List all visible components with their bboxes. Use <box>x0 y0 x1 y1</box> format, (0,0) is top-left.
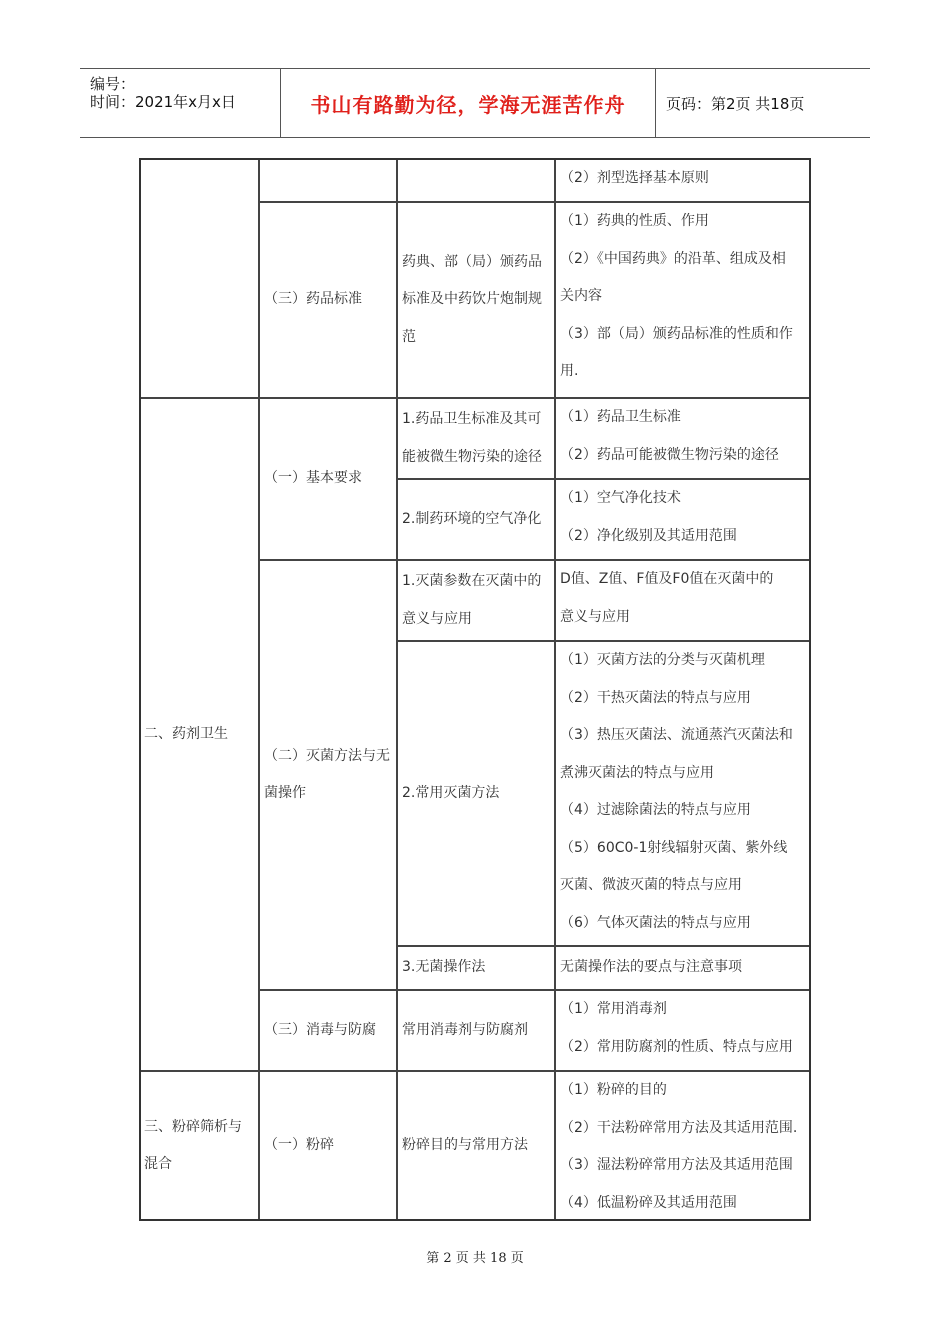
motto-text: 书山有路勤为径，学海无涯苦作舟 <box>310 92 626 117</box>
detail-cell <box>555 1071 811 1221</box>
detail-cell <box>555 641 811 946</box>
detail-line: （3）部（局）颁药品标准的性质和作 <box>560 325 793 342</box>
document-number-label: 编号： <box>90 75 136 93</box>
detail-line: （2）剂型选择基本原则 <box>560 170 709 186</box>
detail-line: （1）灭菌方法的分类与灭菌机理 <box>560 652 765 668</box>
subtopic-disinfection-cell <box>259 990 397 1071</box>
point-hygiene-standard-cell <box>397 398 555 479</box>
section1-continuation-cell <box>139 158 259 398</box>
detail-line: （2）药品可能被微生物污染的途径 <box>560 446 779 463</box>
point-aseptic-cell <box>397 946 555 990</box>
point-line: 范 <box>402 328 416 345</box>
detail-line: 用. <box>560 363 579 379</box>
detail-line: （1）粉碎的目的 <box>560 1082 667 1098</box>
point-crushing-methods: 粉碎目的与常用方法 <box>402 1137 528 1154</box>
section3-title-line: 混合 <box>144 1156 172 1172</box>
point-line: 1.灭菌参数在灭菌中的 <box>402 573 542 589</box>
detail-line: （4）低温粉碎及其适用范围 <box>560 1194 737 1211</box>
detail-cell <box>555 946 811 990</box>
subtopic-drug-standards: （三）药品标准 <box>264 291 362 308</box>
detail-line: （3）湿法粉碎常用方法及其适用范围 <box>560 1157 793 1173</box>
section3-title-line: 三、粉碎筛析与 <box>144 1118 242 1135</box>
point-disinfectants: 常用消毒剂与防腐剂 <box>402 1021 528 1038</box>
point-aseptic: 3.无菌操作法 <box>402 959 486 976</box>
detail-line: （3）热压灭菌法、流通蒸汽灭菌法和 <box>560 727 793 743</box>
point-line: 药典、部（局）颁药品 <box>402 253 542 270</box>
point-line: 标准及中药饮片炮制规 <box>402 291 542 308</box>
subtopic-sterilization-cell <box>259 560 397 990</box>
detail-line: （6）气体灭菌法的特点与应用 <box>560 914 751 931</box>
section2-title: 二、药剂卫生 <box>144 725 228 742</box>
detail-line: （1）药品卫生标准 <box>560 409 681 425</box>
detail-line: （1）空气净化技术 <box>560 490 681 506</box>
point-common-steril: 2.常用灭菌方法 <box>402 784 500 801</box>
page-header <box>80 68 870 138</box>
document-date: 时间：2021年x月x日 <box>90 93 236 111</box>
subtopic-crushing: （一）粉碎 <box>264 1137 334 1154</box>
detail-line: 意义与应用 <box>560 608 630 625</box>
detail-cell <box>555 202 811 398</box>
subtopic-crushing-cell <box>259 1071 397 1221</box>
subtopic-drug-standards-cell <box>259 202 397 398</box>
point-common-steril-cell <box>397 641 555 946</box>
point-line: 能被微生物污染的途径 <box>402 448 542 465</box>
detail-cell <box>555 398 811 479</box>
point-air-purification: 2.制药环境的空气净化 <box>402 510 542 527</box>
detail-line: （1）常用消毒剂 <box>560 1001 667 1017</box>
detail-line: （2）净化级别及其适用范围 <box>560 527 737 544</box>
detail-line: 无菌操作法的要点与注意事项 <box>560 959 742 976</box>
detail-cell <box>555 479 811 560</box>
subtopic-sterilization-line: （二）灭菌方法与无 <box>264 747 390 764</box>
detail-line: （4）过滤除菌法的特点与应用 <box>560 802 751 818</box>
section3-title-cell <box>139 1071 259 1221</box>
page-footer: 第 2 页 共 18 页 <box>426 1251 524 1266</box>
subtopic-sterilization-line: 菌操作 <box>264 785 306 801</box>
point-line: 意义与应用 <box>402 610 472 627</box>
subtopic-basic-req-cell <box>259 398 397 560</box>
section2-title-cell <box>139 398 259 1071</box>
detail-line: 关内容 <box>560 288 602 304</box>
empty-point-cell <box>397 158 555 202</box>
header-page-cell <box>656 69 870 137</box>
point-steril-params-cell <box>397 560 555 641</box>
detail-line: （5）60C0-1射线辐射灭菌、紫外线 <box>560 839 788 856</box>
point-pharmacopoeia-cell <box>397 202 555 398</box>
detail-line: （2）《中国药典》的沿革、组成及相 <box>560 250 786 267</box>
detail-cell <box>555 158 811 202</box>
empty-subtopic-cell <box>259 158 397 202</box>
point-line: 1.药品卫生标准及其可 <box>402 411 542 427</box>
detail-line: （2）常用防腐剂的性质、特点与应用 <box>560 1038 793 1055</box>
point-crushing-methods-cell <box>397 1071 555 1221</box>
page-code: 页码：第2页 共18页 <box>666 94 805 113</box>
detail-line: （1）药典的性质、作用 <box>560 213 709 229</box>
point-disinfectants-cell <box>397 990 555 1071</box>
detail-cell <box>555 560 811 641</box>
syllabus-table <box>139 158 811 1221</box>
detail-line: （2）干法粉碎常用方法及其适用范围. <box>560 1119 798 1136</box>
detail-line: D值、Z值、F值及F0值在灭菌中的 <box>560 571 774 587</box>
header-motto-cell <box>280 69 656 137</box>
header-meta <box>80 69 280 137</box>
point-air-purification-cell <box>397 479 555 560</box>
subtopic-disinfection: （三）消毒与防腐 <box>264 1021 376 1038</box>
subtopic-basic-req: （一）基本要求 <box>264 470 362 487</box>
detail-line: 煮沸灭菌法的特点与应用 <box>560 764 714 781</box>
detail-line: （2）干热灭菌法的特点与应用 <box>560 689 751 706</box>
detail-line: 灭菌、微波灭菌的特点与应用 <box>560 877 742 893</box>
detail-cell <box>555 990 811 1071</box>
